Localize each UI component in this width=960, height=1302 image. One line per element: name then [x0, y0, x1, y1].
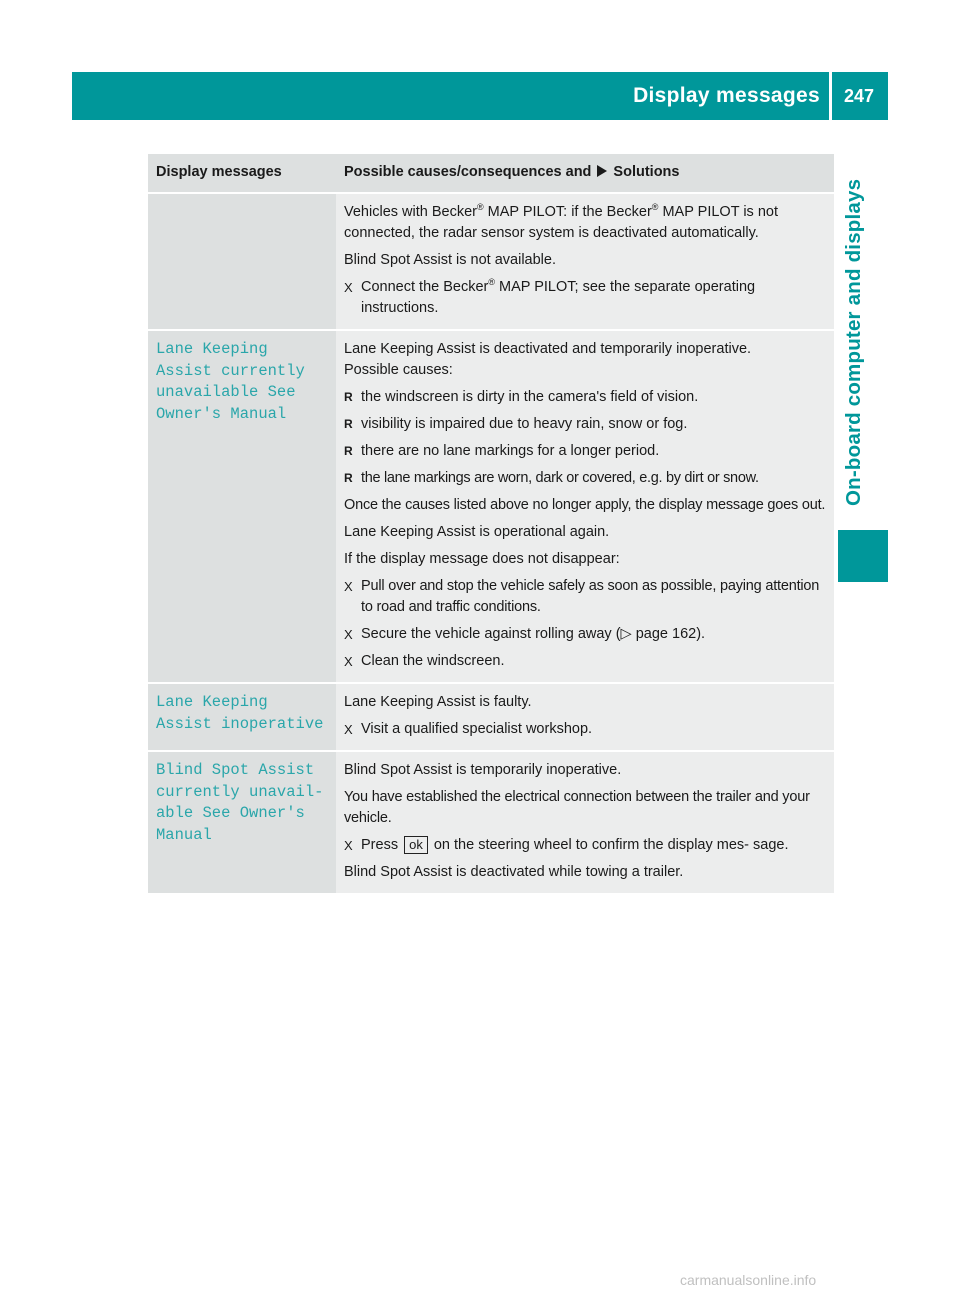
- paragraph: Blind Spot Assist is deactivated while towing a trailer.: [344, 864, 684, 880]
- text: Secure the vehicle against rolling away (: [361, 626, 621, 642]
- text: the lane markings are worn, dark or covered, e.g. by dirt or snow.: [361, 470, 759, 486]
- registered-mark: ®: [488, 277, 495, 288]
- registered-mark: ®: [651, 202, 659, 213]
- text: on the steering wheel to confirm the display mes‐ sage.: [429, 837, 789, 853]
- table-row: [148, 752, 834, 893]
- step-arrow-icon: X: [344, 579, 353, 594]
- step-arrow-icon: X: [344, 722, 353, 737]
- step-item: [344, 651, 826, 672]
- text: visibility is impaired due to heavy rain, snow or fog.: [361, 416, 688, 432]
- page-header: [72, 72, 888, 120]
- ok-button-icon: ok: [404, 836, 428, 854]
- message-cell: [148, 331, 336, 682]
- header-title: Display messages: [633, 84, 820, 107]
- paragraph: [344, 339, 826, 381]
- bullet-item: [344, 468, 826, 489]
- step-arrow-icon: X: [344, 280, 353, 295]
- bullet-icon: R: [344, 444, 353, 458]
- display-message-text: Lane Keeping Assist inoperative: [156, 693, 324, 733]
- text: MAP PILOT: if the Becker: [483, 204, 652, 220]
- paragraph: Once the causes listed above no longer apply, the display message goes out.: [344, 497, 826, 513]
- header-divider: [829, 72, 832, 120]
- step-arrow-icon: X: [344, 654, 353, 669]
- message-cell: [148, 684, 336, 750]
- text: Pull over and stop the vehicle safely as soon as possible, paying attention to road and traffic conditions.: [361, 578, 820, 615]
- step-item: [344, 624, 826, 645]
- text: Visit a qualified specialist workshop.: [361, 721, 593, 737]
- paragraph: Lane Keeping Assist is operational again.: [344, 524, 610, 540]
- step-arrow-icon: X: [344, 838, 353, 853]
- paragraph: [344, 202, 826, 244]
- column-header-messages: Display messages: [148, 154, 336, 192]
- bullet-icon: R: [344, 471, 353, 485]
- table-row: [148, 684, 834, 750]
- text: Lane Keeping Assist is deactivated and temporarily inoperative.: [344, 341, 752, 357]
- bullet-icon: R: [344, 390, 353, 404]
- text: Possible causes:: [344, 362, 453, 378]
- display-message-text: Lane Keeping Assist currently unavailable See Owner's Manual: [156, 340, 305, 423]
- column-header-solutions: [336, 154, 834, 192]
- column-header-causes: Possible causes/consequences and: [344, 164, 592, 180]
- text: there are no lane markings for a longer period.: [361, 443, 660, 459]
- display-message-text: Blind Spot Assist currently unavail‐ able See Owner's Manual: [156, 761, 324, 844]
- step-item: [344, 719, 826, 740]
- text: Press: [361, 837, 403, 853]
- message-cell: [148, 194, 336, 329]
- solution-cell: [336, 684, 834, 750]
- side-tab: [838, 160, 888, 530]
- table-row: [148, 331, 834, 682]
- registered-mark: ®: [476, 202, 484, 213]
- page-number: 247: [843, 86, 875, 106]
- page-ref-icon: ▷: [620, 626, 632, 642]
- page-reference-link[interactable]: page 162).: [631, 626, 706, 642]
- text: MAP PILOT is not connected, the radar sensor system is deactivated automatically.: [344, 204, 778, 241]
- display-messages-table: [148, 152, 834, 895]
- paragraph: You have established the electrical connection between the trailer and your vehicle.: [344, 789, 810, 826]
- solution-cell: [336, 331, 834, 682]
- paragraph: Blind Spot Assist is temporarily inoperative.: [344, 762, 622, 778]
- step-arrow-icon: X: [344, 627, 353, 642]
- text: Clean the windscreen.: [361, 653, 505, 669]
- watermark: carmanualsonline.info: [680, 1272, 817, 1288]
- paragraph: Lane Keeping Assist is faulty.: [344, 694, 532, 710]
- step-item: [344, 835, 826, 856]
- bullet-item: [344, 441, 826, 462]
- paragraph: Blind Spot Assist is not available.: [344, 252, 556, 268]
- step-item: [344, 576, 826, 618]
- solution-cell: [336, 752, 834, 893]
- text: Vehicles with Becker: [344, 204, 477, 220]
- message-cell: [148, 752, 336, 893]
- bullet-item: [344, 387, 826, 408]
- bullet-icon: R: [344, 417, 353, 431]
- side-tab-label: On-board computer and displays: [842, 178, 865, 506]
- bullet-item: [344, 414, 826, 435]
- column-header-solutions-label: Solutions: [613, 164, 680, 180]
- table-row: [148, 194, 834, 329]
- step-item: [344, 277, 826, 319]
- text: MAP PILOT; see the separate operating instructions.: [361, 279, 756, 316]
- side-tab-marker: [838, 530, 888, 582]
- table-header-row: [148, 154, 834, 192]
- solution-cell: [336, 194, 834, 329]
- text: Connect the Becker: [361, 279, 489, 295]
- paragraph: If the display message does not disappear:: [344, 551, 620, 567]
- text: the windscreen is dirty in the camera's field of vision.: [361, 389, 699, 405]
- arrow-icon: [597, 165, 607, 177]
